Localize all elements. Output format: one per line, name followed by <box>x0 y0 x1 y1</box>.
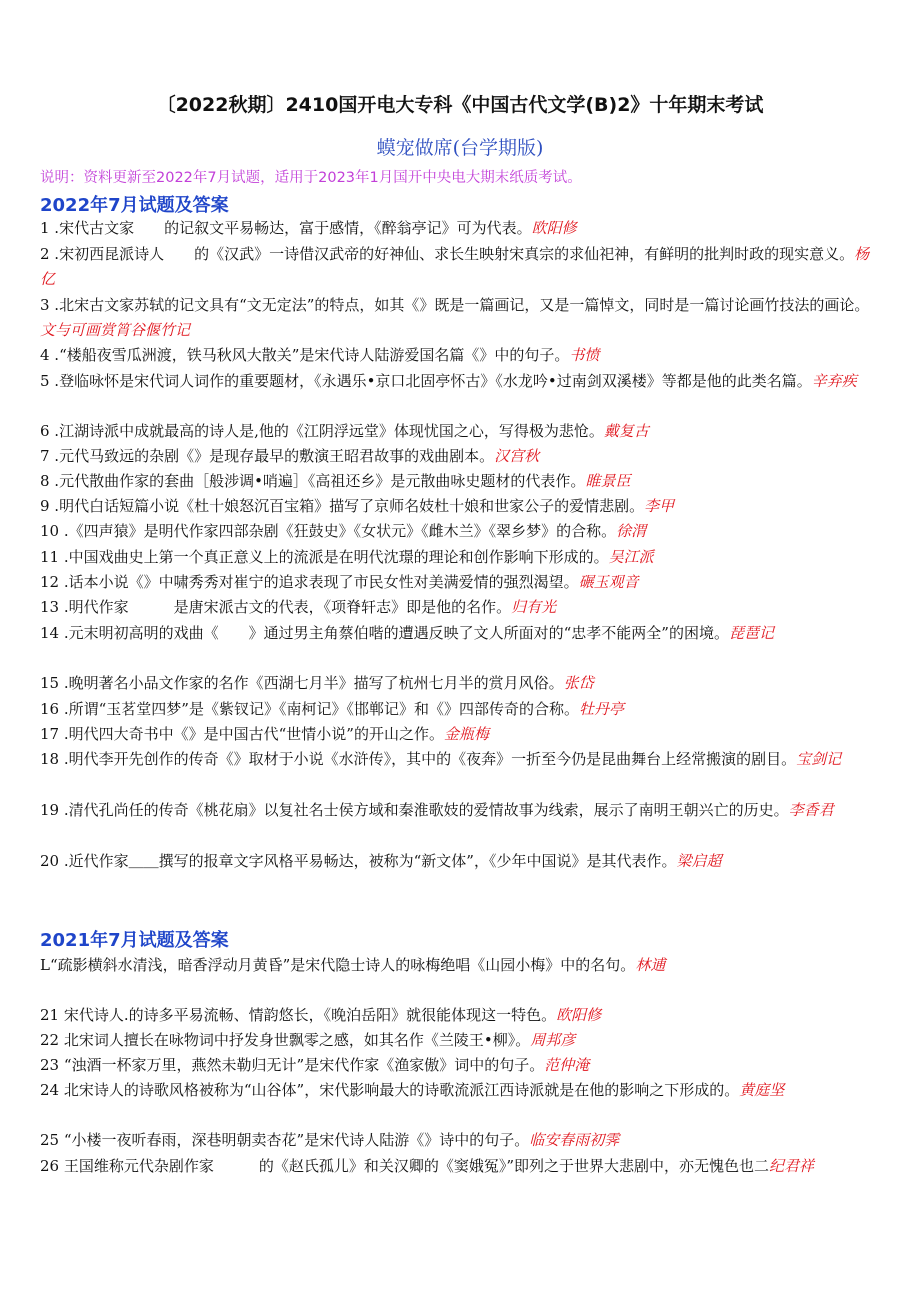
question-text: 10 .《四声猿》是明代作家四部杂剧《狂鼓史》《女状元》《雌木兰》《翠乡梦》的合称。 <box>40 522 617 540</box>
answer-text: 琵琶记 <box>728 624 774 642</box>
question-item <box>40 747 870 772</box>
answer-text: 金瓶梅 <box>443 725 489 743</box>
answer-text: 欧阳修 <box>531 219 577 237</box>
question-item <box>40 494 870 519</box>
question-item <box>40 798 870 823</box>
question-text: 24 北宋诗人的诗歌风格被称为“山谷体”，宋代影响最大的诗歌流派江西诗派就是在他的影响之下形成的。 <box>40 1081 740 1099</box>
question-item <box>40 671 870 696</box>
answer-text: 辛弃疾 <box>811 372 857 390</box>
question-text: 22 北宋词人擅长在咏物词中抒发身世飘零之感，如其名作《兰陵王•柳》。 <box>40 1031 531 1049</box>
answer-text: 文与可画赏筲谷偃竹记 <box>40 321 191 339</box>
question-text: 21 宋代诗人.的诗多平易流畅、情韵悠长，《晚泊岳阳》就很能体现这一特色。 <box>40 1006 557 1024</box>
answer-text: 戴复古 <box>603 422 649 440</box>
question-text: 20 .近代作家＿＿撰写的报章文字风格平易畅达，被称为“新文体”，《少年中国说》是其代表作。 <box>40 852 677 870</box>
question-item <box>40 519 870 544</box>
answer-text: 李甲 <box>644 497 675 515</box>
question-item <box>40 570 870 595</box>
section-heading-2022: 2022年7月试题及答案 <box>40 195 229 216</box>
answer-text: 汉宫秋 <box>494 447 540 465</box>
answer-text: 张岱 <box>563 674 594 692</box>
question-text: 11 .中国戏曲史上第一个真正意义上的流派是在明代沈璟的理论和创作影响下形成的。 <box>40 548 609 566</box>
document-note: 说明：资料更新至2022年7月试题，适用于2023年1月国开中央电大期末纸质考试。 <box>40 170 582 186</box>
question-text: L“疏影横斜水清浅，暗香浮动月黄昏”是宋代隐士诗人的咏梅绝唱《山园小梅》中的名句。 <box>40 956 636 974</box>
question-item <box>40 1154 870 1179</box>
question-item <box>40 444 870 469</box>
question-item <box>40 1003 870 1028</box>
question-item <box>40 1078 870 1103</box>
answer-text: 范仲淹 <box>544 1056 590 1074</box>
question-item <box>40 545 870 570</box>
question-text: 3 .北宋古文家苏轼的记文具有“文无定法”的特点，如其《》既是一篇画记，又是一篇悼文，同时是一篇讨论画竹技法的画论。 <box>40 296 870 314</box>
question-item <box>40 216 870 241</box>
question-item <box>40 621 870 646</box>
question-text: 16 .所谓“玉茗堂四梦”是《紫钗记》《南柯记》《邯郸记》和《》四部传奇的合称。 <box>40 700 579 718</box>
answer-text: 林逋 <box>635 956 666 974</box>
question-item <box>40 595 870 620</box>
question-text: 14 .元末明初高明的戏曲《 》通过男主角蔡伯喈的遭遇反映了文人所面对的“忠孝不能两全”的困境。 <box>40 624 729 642</box>
question-item <box>40 953 870 978</box>
question-text: 15 .晚明著名小品文作家的名作《西湖七月半》描写了杭州七月半的赏月风俗。 <box>40 674 564 692</box>
document-subtitle: 蟆宠做席(台学期版) <box>376 137 544 159</box>
question-item <box>40 419 870 444</box>
answer-text: 碾玉观音 <box>578 573 639 591</box>
question-item <box>40 1028 870 1053</box>
answer-text: 周邦彦 <box>530 1031 576 1049</box>
question-item <box>40 849 870 874</box>
question-item <box>40 369 870 394</box>
question-text: 2 .宋初西昆派诗人 的《汉武》一诗借汉武帝的好神仙、求长生映射宋真宗的求仙祀神，有鲜明的批判时政的现实意义。 <box>40 245 855 263</box>
answer-text: 徐渭 <box>616 522 647 540</box>
question-item <box>40 242 870 292</box>
answer-text: 李香君 <box>788 801 834 819</box>
question-item <box>40 722 870 747</box>
section-heading-2021: 2021年7月试题及答案 <box>40 930 229 951</box>
question-text: 12 .话本小说《》中啸秀秀对崔宁的追求表现了市民女性对美满爱情的强烈渴望。 <box>40 573 579 591</box>
question-text: 9 .明代白话短篇小说《杜十娘怒沉百宝箱》描写了京师名妓杜十娘和世家公子的爱情悲剧。 <box>40 497 645 515</box>
question-item <box>40 469 870 494</box>
question-text: 4 .“楼船夜雪瓜洲渡，铁马秋风大散关”是宋代诗人陆游爱国名篇《》中的句子。 <box>40 346 570 364</box>
question-item <box>40 343 870 368</box>
question-item <box>40 293 870 343</box>
question-item <box>40 1128 870 1153</box>
question-text: 18 .明代李开先创作的传奇《》取材于小说《水浒传》，其中的《夜奔》一折至今仍是昆曲舞台上经常搬演的剧目。 <box>40 750 797 768</box>
answer-text: 临安春雨初霁 <box>529 1131 620 1149</box>
question-text: 7 .元代马致远的杂剧《》是现存最早的敷演王昭君故事的戏曲剧本。 <box>40 447 495 465</box>
question-text: 5 .登临咏怀是宋代词人词作的重要题材，《永遇乐•京口北固亭怀古》《水龙吟•过南剑双溪楼》等都是他的此类名篇。 <box>40 372 812 390</box>
question-text: 8 .元代散曲作家的套曲［般涉调•哨遍］《高祖还乡》是元散曲咏史题材的代表作。 <box>40 472 586 490</box>
question-item <box>40 1053 870 1078</box>
answer-text: 书愤 <box>569 346 600 364</box>
question-text: 17 .明代四大奇书中《》是中国古代“世情小说”的开山之作。 <box>40 725 444 743</box>
answer-text: 牡丹亭 <box>578 700 624 718</box>
answer-text: 宝剑记 <box>796 750 842 768</box>
answer-text: 黄庭坚 <box>739 1081 785 1099</box>
answer-text: 欧阳修 <box>556 1006 602 1024</box>
question-text: 23 “浊酒一杯家万里，燕然未勒归无计”是宋代作家《渔家傲》词中的句子。 <box>40 1056 545 1074</box>
document-title: 〔2022秋期〕2410国开电大专科《中国古代文学(B)2》十年期末考试 <box>156 94 764 116</box>
question-text: 25 “小楼一夜听春雨，深巷明朝卖杏花”是宋代诗人陆游《》诗中的句子。 <box>40 1131 530 1149</box>
question-text: 6 .江湖诗派中成就最高的诗人是,他的《江阴浮远堂》体现忧国之心，写得极为悲怆。 <box>40 422 604 440</box>
question-text: 26 王国维称元代杂剧作家 的《赵氏孤儿》和关汉卿的《窦娥冤》”即列之于世界大悲剧中，亦无愧色也二 <box>40 1157 770 1175</box>
answer-text: 睢景臣 <box>585 472 631 490</box>
answer-text: 纪君祥 <box>769 1157 815 1175</box>
answer-text: 梁启超 <box>676 852 722 870</box>
answer-text: 杨亿 <box>40 245 870 288</box>
question-text: 13 .明代作家 是唐宋派古文的代表，《项脊轩志》即是他的名作。 <box>40 598 512 616</box>
answer-text: 吴江派 <box>608 548 654 566</box>
question-text: 1 .宋代古文家 的记叙文平易畅达，富于感情，《醉翁亭记》可为代表。 <box>40 219 532 237</box>
question-item <box>40 697 870 722</box>
question-text: 19 .清代孔尚任的传奇《桃花扇》以复社名士侯方域和秦淮歌妓的爱情故事为线索，展示了南明王朝兴亡的历史。 <box>40 801 789 819</box>
answer-text: 归有光 <box>511 598 557 616</box>
